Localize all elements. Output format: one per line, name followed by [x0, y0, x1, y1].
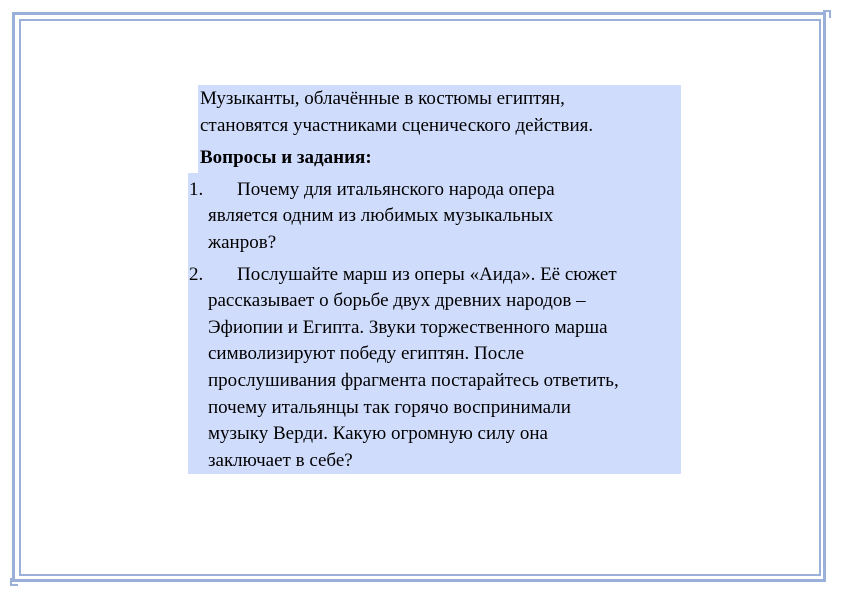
question-2-line-1: Послушайте марш из оперы «Аида». Её сюжет — [237, 264, 617, 285]
question-2-line-8: заключает в себе? — [208, 450, 353, 471]
question-2-line-3: Эфиопии и Египта. Звуки торжественного марша — [208, 317, 608, 338]
question-2-line-5: прослушивания фрагмента постарайтесь ответить, — [208, 370, 619, 391]
question-2-number: 2. — [189, 264, 204, 285]
frame-corner-decoration — [823, 10, 831, 18]
intro-line-1: Музыканты, облачённые в костюмы египтян, — [200, 88, 565, 109]
question-1-number: 1. — [189, 179, 204, 200]
question-2-line-7: музыку Верди. Какую огромную силу она — [208, 423, 548, 444]
question-2-line-4: символизируют победу египтян. После — [208, 343, 525, 364]
question-2-line-2: рассказывает о борьбе двух древних народов – — [208, 290, 586, 311]
question-1-line-1: Почему для итальянского народа опера — [237, 179, 555, 200]
question-1-line-2: является одним из любимых музыкальных — [208, 205, 554, 226]
frame-corner-decoration — [10, 578, 18, 586]
intro-line-2: становятся участниками сценического действия. — [200, 115, 594, 136]
question-1-line-3: жанров? — [208, 232, 277, 253]
question-2-line-6: почему итальянцы так горячо воспринимали — [208, 397, 571, 418]
section-heading: Вопросы и задания: — [200, 147, 372, 168]
